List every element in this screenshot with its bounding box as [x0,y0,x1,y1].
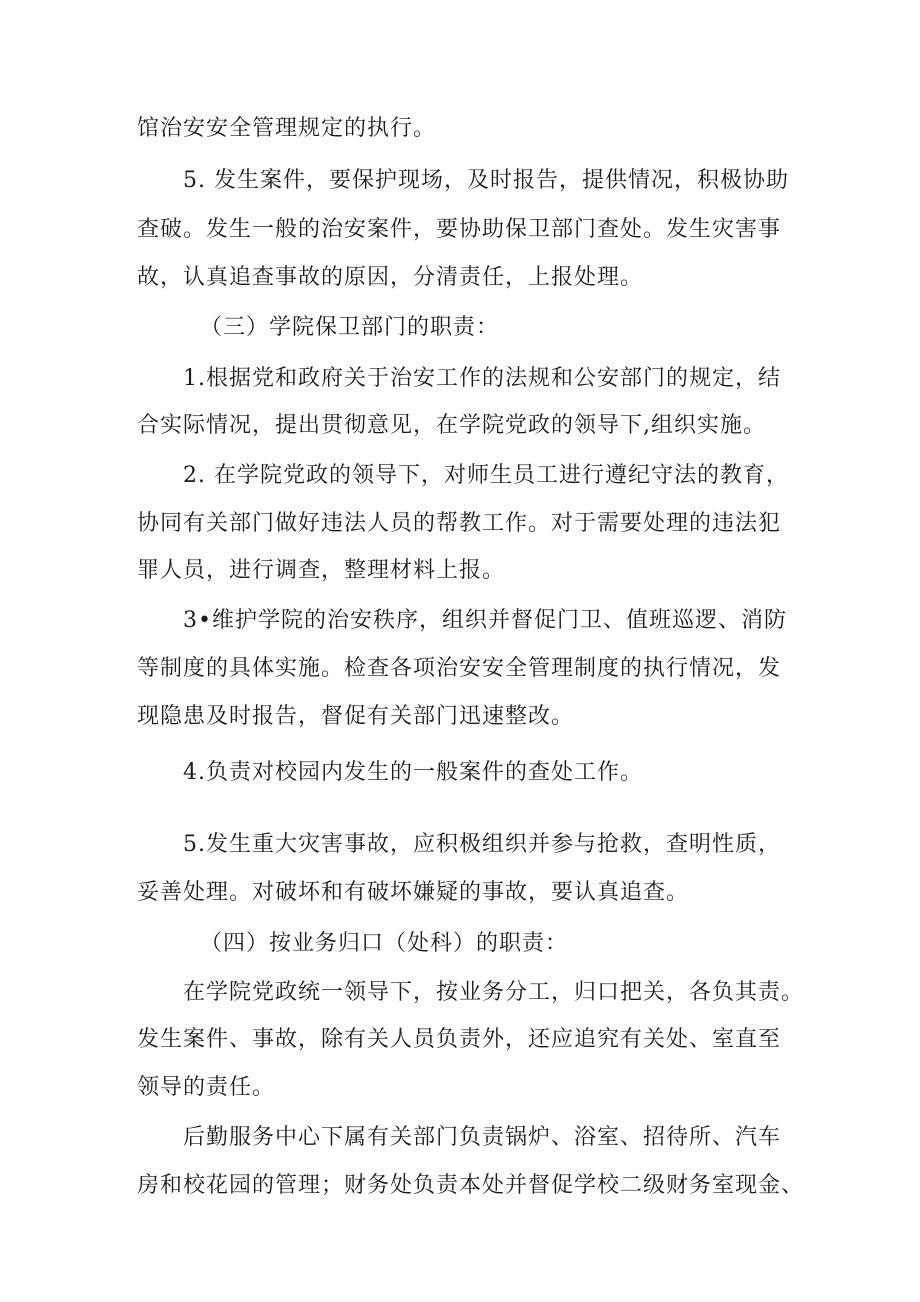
section-heading: （四）按业务归口（处科）的职责： [200,931,569,956]
text-line: 查破。发生一般的治安案件，要协助保卫部门查处。发生灾害事 [137,217,782,242]
text-line: 在学院党政统一领导下，按业务分工，归口把关，各负其责。 [183,980,805,1005]
text-line: 5.发生重大灾害事故，应积极组织并参与抢救，查明性质， [183,832,781,857]
section-heading: （三）学院保卫部门的职责： [200,315,500,340]
text-line: 领导的责任。 [137,1075,276,1100]
text-line: 4.负责对校园内发生的一般案件的查处工作。 [183,760,643,785]
text-line: 故，认真追查事故的原因，分清责任，上报处理。 [137,265,644,290]
text-line: 房和校花园的管理；财务处负责本处并督促学校二级财务室现金、 [137,1173,805,1198]
text-line: 妥善处理。对破坏和有破坏嫌疑的事故，要认真追查。 [137,880,690,905]
text-line: 等制度的具体实施。检查各项治安安全管理制度的执行情况，发 [137,656,782,681]
text-line: 1.根据党和政府关于治安工作的法规和公安部门的规定，结 [183,366,781,391]
text-line: 馆治安安全管理规定的执行。 [137,116,437,141]
text-line: 3•维护学院的治安秩序，组织并督促门卫、值班巡逻、消防 [183,608,787,633]
text-line: 合实际情况，提出贯彻意见，在学院党政的领导下,组织实施。 [137,413,766,438]
text-line: 2. 在学院党政的领导下，对师生员工进行遵纪守法的教育， [183,463,789,488]
text-line: 后勤服务中心下属有关部门负责锅炉、浴室、招待所、汽车 [183,1125,782,1150]
text-line: 5. 发生案件，要保护现场，及时报告，提供情况，积极协助 [183,168,789,193]
text-line: 罪人员，进行调查，整理材料上报。 [137,558,506,583]
text-line: 现隐患及时报告，督促有关部门迅速整改。 [137,704,575,729]
text-line: 发生案件、事故，除有关人员负责外，还应追究有关处、室直至 [137,1027,782,1052]
text-line: 协同有关部门做好违法人员的帮教工作。对于需要处理的违法犯 [137,511,782,536]
